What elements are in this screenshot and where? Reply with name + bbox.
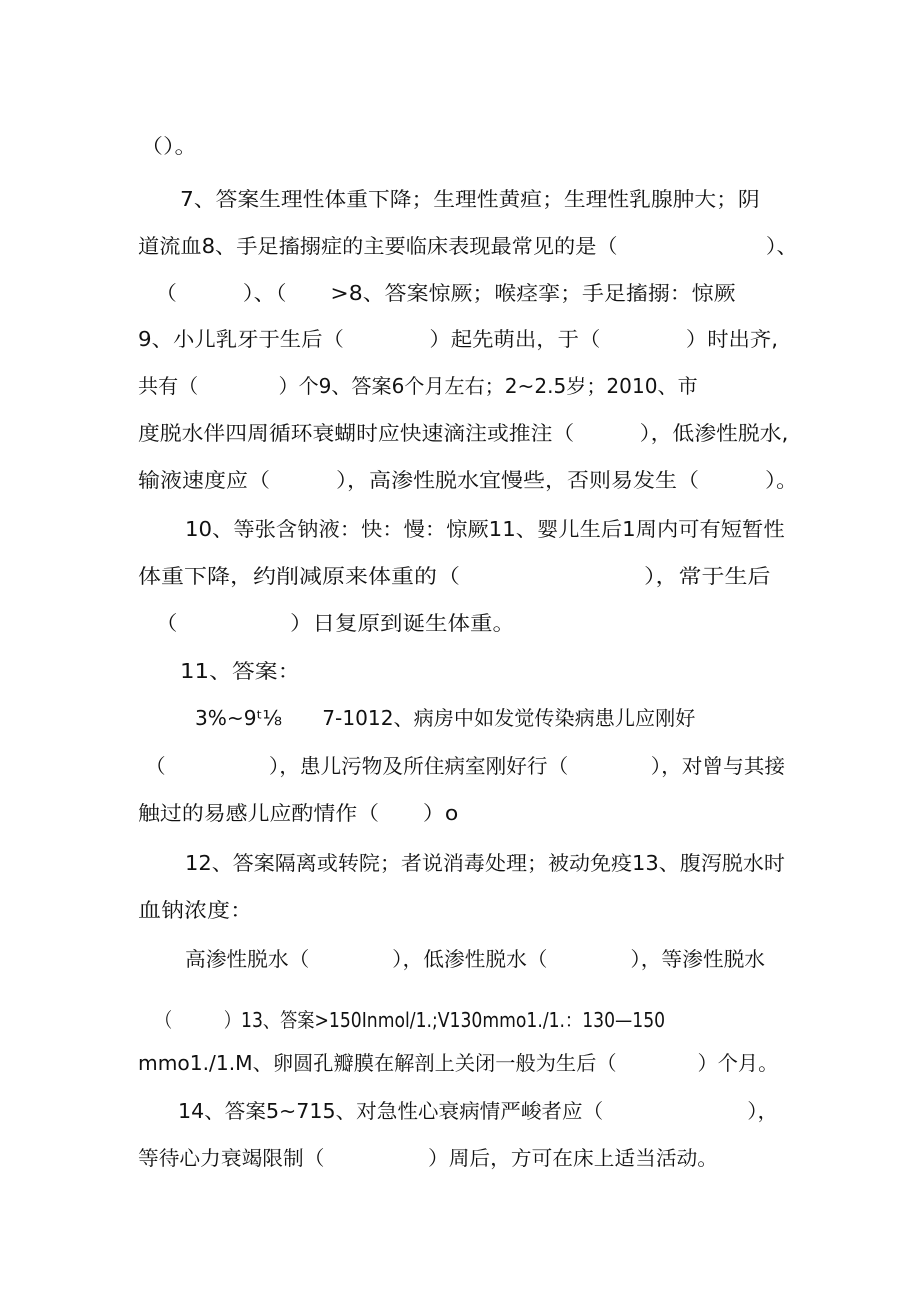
text-line: （ ），患儿污物及所住病室刚好行（ ），对曾与其接	[145, 754, 785, 778]
text-line: （ ）日复原到诞生体重。	[155, 611, 515, 635]
text-line: 10、等张含钠液：快：慢：惊厥11、婴儿生后1周内可有短暂性	[185, 517, 785, 541]
text-line: 11、答案：	[180, 659, 301, 683]
text-line: 触过的易感儿应酌情作（ ）o	[138, 801, 459, 825]
text-line: 14、答案5~715、对急性心衰病情严峻者应（ ），	[178, 1099, 779, 1123]
text-line: 输液速度应（ ），高渗性脱水宜慢些，否则易发生（ ）。	[138, 468, 798, 492]
text-line: （ ）、（ >8、答案惊厥；喉痉挛；手足搐搦：惊厥	[155, 281, 736, 305]
text-line: 体重下降，约削减原来体重的（ ），常于生后	[138, 564, 771, 588]
text-line: 9、小儿乳牙于生后（ ）起先萌出，于（ ）时出齐,	[138, 327, 779, 351]
text-line: 7、答案生理性体重下降；生理性黄疸；生理性乳腺肿大；阴	[180, 187, 760, 211]
text-line: 度脱水伴四周循环衰蝴时应快速滴注或推注（ ），低渗性脱水,	[138, 421, 789, 445]
text-line: （ ）13、答案>150Inmol/1.;V130mmo1./1.：130—150	[155, 1008, 666, 1032]
text-line: 等待心力衰竭限制（ ）周后，方可在床上适当活动。	[138, 1146, 718, 1170]
text-line: mmo1./1.M、卵圆孔瓣膜在解剖上关闭一般为生后（ ）个月。	[138, 1051, 779, 1075]
text-line: 12、答案隔离或转院；者说消毒处理；被动免疫13、腹泻脱水时	[185, 851, 785, 875]
text-line: 3%~9ᵗ⅛ 7-1012、病房中如发觉传染病患儿应刚好	[195, 706, 696, 730]
text-line: 共有（ ）个9、答案6个月左右；2~2.5岁；2010、市	[138, 374, 698, 398]
text-line: 高渗性脱水（ ），低渗性脱水（ ），等渗性脱水	[185, 947, 765, 971]
text-line: （）。	[140, 134, 198, 158]
text-line: 道流血8、手足搐搦症的主要临床表现最常见的是（ ）、	[138, 234, 798, 258]
text-line: 血钠浓度：	[138, 898, 253, 922]
